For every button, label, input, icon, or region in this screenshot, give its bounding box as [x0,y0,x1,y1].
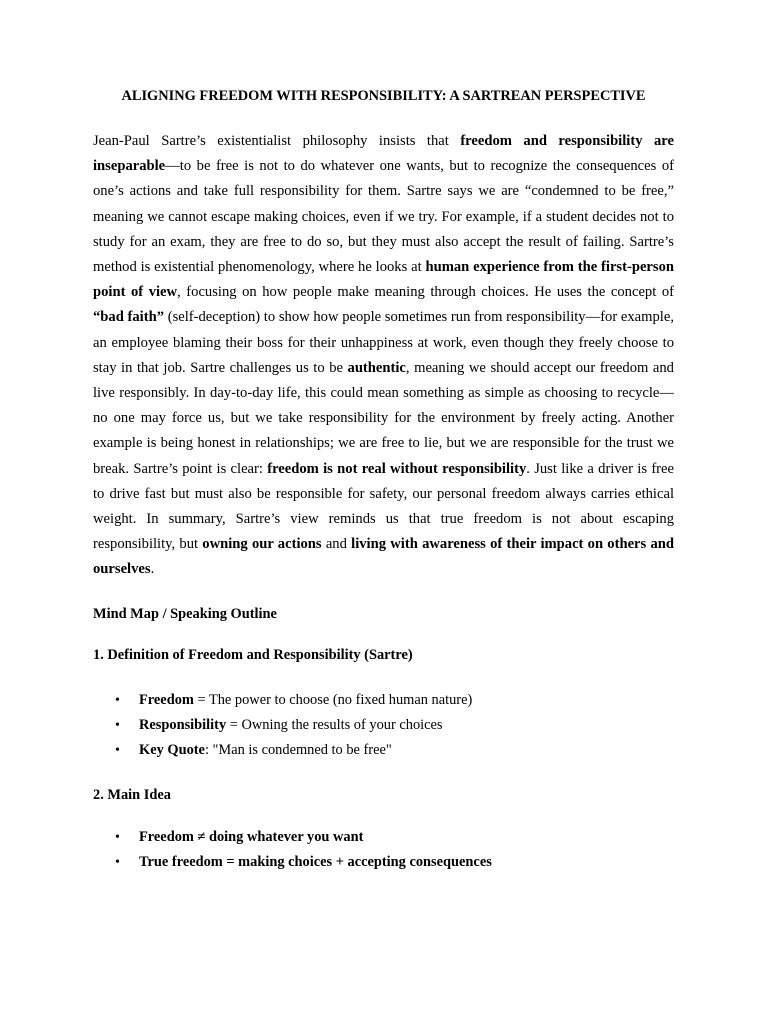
text-run-bold: human experience from the first-person point of view [93,259,674,301]
text-run-bold: freedom and responsibility are inseparable [93,133,674,175]
text-run: . Just like a driver is free to drive fast but must also be responsible for safety, our personal freedom always carries ethical weight. In summary, Sartre’s view reminds us that true freedom is not about escaping responsibility, but [93,460,674,553]
text-run-bold: freedom is not real without responsibility [267,460,527,477]
list-item [93,688,674,713]
text-run: —to be free is not to do whatever one wants, but to recognize the consequences of one’s actions and take full responsibility for them. Sartre says we are “condemned to be free,” meaning we cannot escape making choices, even if we try. For example, if a student decides not to study for an exam, they are free to do so, but they must also accept the result of failing. Sartre’s method is existential phenomenology, where he looks at [93,158,674,276]
list-item-term: Responsibility [139,716,227,733]
bullet-icon: • [115,854,120,870]
text-run: , meaning we should accept our freedom and live responsibly. In day-to-day life, this could mean something as simple as choosing to recycle—no one may force us, but we take responsibility for the environment by freely acting. Another example is being honest in relationships; we are free to lie, but we are responsible for the trust we break. Sartre’s point is clear: [93,359,674,477]
text-run: (self-deception) to show how people sometimes run from responsibility—for example, an employee blaming their boss for their unhappiness at work, even though they freely choose to stay in that job. Sartre challenges us to be [93,309,674,376]
list-item-term: True freedom = making choices + accepting consequences [139,853,492,870]
bullet-icon: • [115,717,120,733]
bullet-icon: • [115,829,120,845]
section-2-heading: 2. Main Idea [93,786,171,803]
list-item-term: Freedom [139,691,194,708]
section-2-list [93,825,674,875]
list-item-term: Key Quote [139,741,205,758]
list-item-term: Freedom ≠ doing whatever you want [139,828,364,845]
text-run-bold: living with awareness of their impact on others and ourselves [93,536,674,578]
list-item [93,738,674,763]
list-item-text: = The power to choose (no fixed human nature) [193,691,473,708]
bullet-icon: • [115,692,120,708]
list-item-text: = Owning the results of your choices [226,716,443,733]
text-run: , focusing on how people make meaning through choices. He uses the concept of [177,284,674,301]
text-run: Jean-Paul Sartre’s existentialist philosophy insists that [93,133,461,149]
text-run-bold: owning our actions [202,536,322,553]
section-1-list [93,688,674,763]
text-run: and [321,536,352,553]
list-item [93,825,674,850]
list-item-text: : "Man is condemned to be free" [204,741,392,758]
text-run-bold: authentic [347,359,406,376]
list-item [93,713,674,738]
text-run: . [150,561,155,578]
essay-paragraph [93,129,674,583]
text-run-bold: “bad faith” [93,309,165,326]
mind-map-heading: Mind Map / Speaking Outline [93,605,277,622]
document-title: ALIGNING FREEDOM WITH RESPONSIBILITY: A SARTREAN PERSPECTIVE [121,88,646,104]
list-item [93,850,674,875]
section-1-heading: 1. Definition of Freedom and Responsibility (Sartre) [93,646,413,663]
bullet-icon: • [115,742,120,758]
